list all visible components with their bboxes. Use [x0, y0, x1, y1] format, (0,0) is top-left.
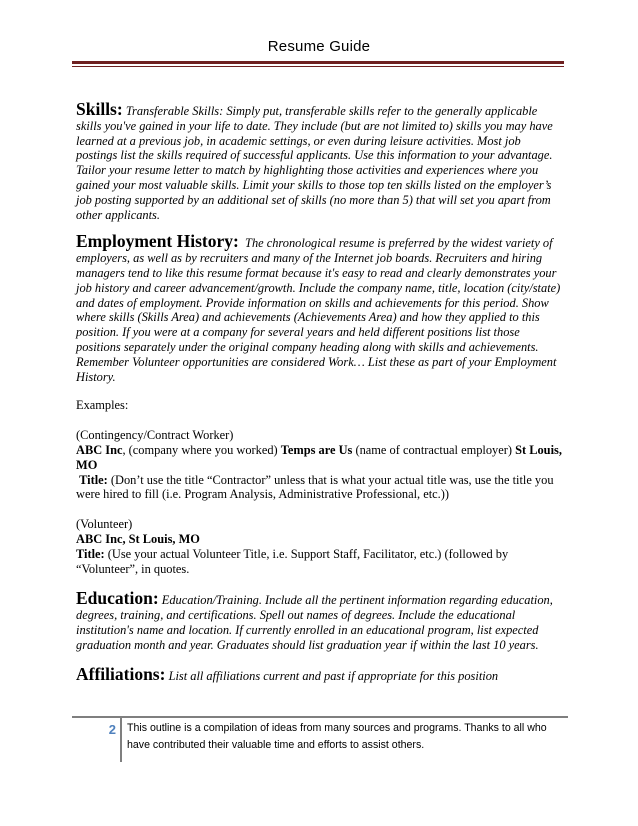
volunteer-company: ABC Inc, St Louis, MO	[76, 531, 200, 546]
education-heading: Education:	[76, 588, 159, 609]
affiliations-text: List all affiliations current and past if appropriate for this position	[168, 668, 499, 683]
employment-text: The chronological resume is preferred by the widest variety of employers, as well as by recruiters and many of the Internet job boards. Recruiters and hiring managers tend to like this resume format because it's easy to read and clearly demonstrates your job history and career advancement/growth. Include the company name, title, location (city/state) and dates of employment. Provide information on skills and achievements for this period. Show where skills (Skills Area) and achievements (Achievements Area) and how they applied to this position. If you were at a company for several years and held different positions list those positions separately under the original company heading along with skills and achievements. Remember Volunteer opportunities are considered Work… List these as part of your Employment History.	[76, 236, 561, 384]
skills-section	[76, 99, 562, 222]
contract-company-note: , (company where you worked)	[122, 442, 281, 457]
contract-company: ABC Inc	[76, 442, 123, 457]
skills-text: Transferable Skills: Simply put, transferable skills refer to the generally applicable skills you've gained in your life to date. They include (but are not limited to) skills you may have learned at a previous job, in academic settings, or even during leisure activities. Most job postings list the skills required of successful applicants. Use this information to your advantage. Tailor your resume letter to match by highlighting those activities and experiences where you gained your most valuable skills. Limit your skills to those top ten skills listed on the employer’s job posting supported by an additional set of skills (no more than 5) that will set you apart from other applicants.	[76, 104, 553, 222]
volunteer-company-line	[76, 532, 562, 547]
contract-company-line	[76, 443, 562, 473]
contract-employer: Temps are Us	[280, 442, 353, 457]
affiliations-section	[76, 663, 562, 684]
contract-title-line	[76, 473, 562, 503]
volunteer-title-label: Title:	[76, 546, 105, 561]
affiliations-heading: Affiliations:	[76, 663, 166, 684]
contract-example	[76, 428, 562, 502]
employment-section	[76, 231, 562, 384]
document-body	[76, 99, 562, 684]
contract-title-label: Title:	[79, 472, 108, 487]
contract-employer-note: (name of contractual employer)	[352, 442, 516, 457]
contract-location: St Louis, MO	[76, 442, 562, 472]
contract-type: (Contingency/Contract Worker)	[76, 428, 234, 443]
footer-note: This outline is a compilation of ideas from many sources and programs. Thanks to all who have contributed their valuable time and efforts to assist others.	[127, 722, 547, 751]
contract-title-text: (Don’t use the title “Contractor” unless that is what your actual title was, use the title you were hired to fill (i.e. Program Analysis, Administrative Professional, etc.))	[76, 472, 554, 502]
employment-heading: Employment History:	[76, 231, 239, 252]
education-section	[76, 588, 562, 652]
volunteer-title-line	[76, 547, 562, 577]
volunteer-title-text: (Use your actual Volunteer Title, i.e. Support Staff, Facilitator, etc.) (followed by “Volunteer”, in quotes.	[76, 546, 509, 576]
skills-heading: Skills:	[76, 99, 123, 119]
volunteer-type: (Volunteer)	[76, 517, 133, 532]
header-title: Resume Guide	[267, 38, 371, 55]
volunteer-example	[76, 517, 562, 576]
header-rule-thick	[72, 61, 564, 64]
page-number: 2	[108, 722, 116, 737]
education-text: Education/Training. Include all the pertinent information regarding education, degrees, training, and certifications. Spell out names of degrees. Include the educational institution's name and location. If currently enrolled in an educational program, list expected graduation month and year. Graduates should list graduation year if within the last 10 years.	[76, 593, 553, 652]
examples-label: Examples:	[76, 398, 129, 413]
header-rule-thin	[72, 66, 564, 67]
footer-rule	[72, 716, 568, 718]
footer-divider	[120, 718, 122, 762]
